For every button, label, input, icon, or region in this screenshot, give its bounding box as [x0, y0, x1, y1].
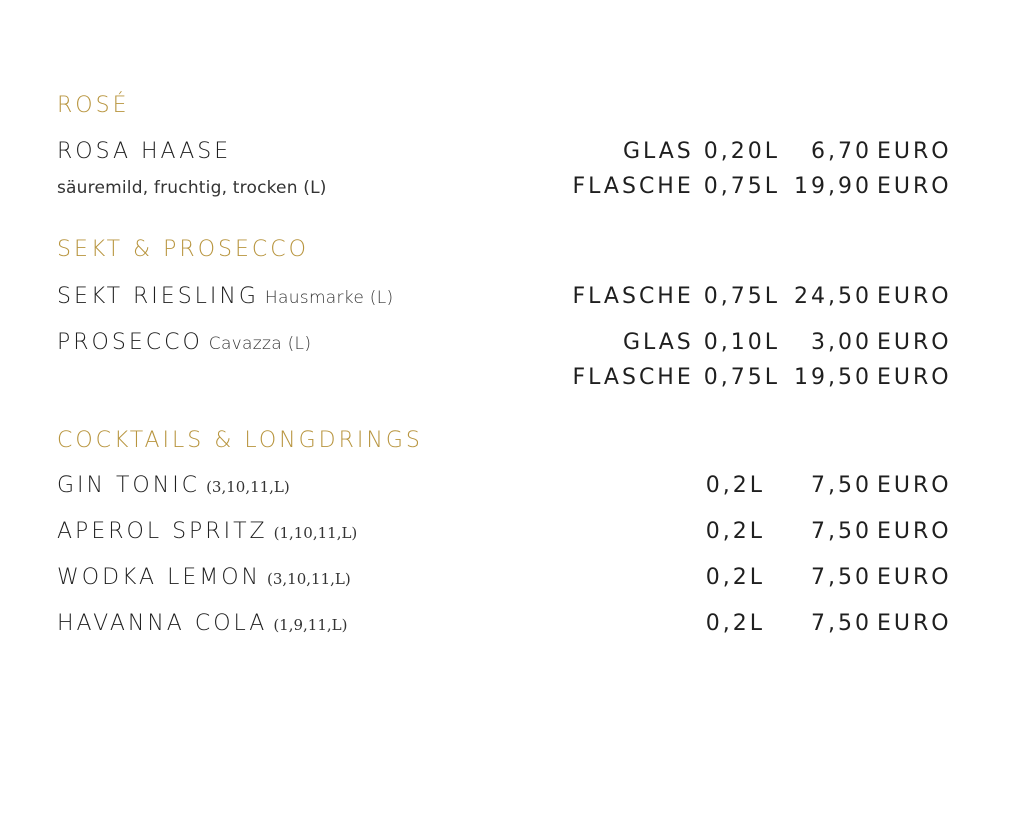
- item-sub: Hausmarke (L): [264, 288, 394, 308]
- item-sekt-riesling: [57, 284, 393, 309]
- section-title-cocktails: COCKTAILS & LONGDRINGS: [57, 428, 423, 453]
- price-currency: EURO: [877, 284, 952, 309]
- section-title-rose: ROSÉ: [57, 93, 130, 118]
- price-size: FLASCHE 0,75L: [572, 174, 780, 199]
- item-name: GIN TONIC: [57, 473, 201, 498]
- price-amount: 3,00: [811, 330, 872, 355]
- item-allergens: (1,9,11,L): [273, 616, 348, 634]
- item-allergens: (3,10,11,L): [267, 570, 351, 588]
- price-size: 0,2L: [705, 565, 765, 590]
- price-row: [540, 330, 956, 360]
- price-size: 0,2L: [705, 519, 765, 544]
- price-size: 0,2L: [705, 473, 765, 498]
- price-amount: 7,50: [811, 565, 872, 590]
- price-currency: EURO: [877, 139, 952, 164]
- price-currency: EURO: [877, 473, 952, 498]
- section-title-sekt: SEKT & PROSECCO: [57, 237, 309, 262]
- price-row: [540, 611, 956, 641]
- item-prosecco: [57, 330, 311, 355]
- price-size: GLAS 0,10L: [622, 330, 780, 355]
- price-size: GLAS 0,20L: [622, 139, 780, 164]
- price-size: FLASCHE 0,75L: [572, 365, 780, 390]
- price-amount: 6,70: [811, 139, 872, 164]
- item-name: SEKT RIESLING: [57, 284, 259, 309]
- price-size: FLASCHE 0,75L: [572, 284, 780, 309]
- item-name: WODKA LEMON: [57, 565, 262, 590]
- price-currency: EURO: [877, 365, 952, 390]
- item-sub: Cavazza (L): [208, 334, 312, 354]
- price-currency: EURO: [877, 174, 952, 199]
- item-name: PROSECCO: [57, 330, 203, 355]
- item-name: APEROL SPRITZ: [57, 519, 268, 544]
- price-currency: EURO: [877, 565, 952, 590]
- price-amount: 7,50: [811, 519, 872, 544]
- price-amount: 7,50: [811, 473, 872, 498]
- item-gin-tonic: [57, 473, 290, 498]
- price-row: [540, 519, 956, 549]
- price-amount: 19,50: [794, 365, 872, 390]
- price-amount: 19,90: [794, 174, 872, 199]
- price-currency: EURO: [877, 519, 952, 544]
- item-name: HAVANNA COLA: [57, 611, 268, 636]
- item-allergens: (1,10,11,L): [273, 524, 358, 542]
- price-row: [540, 284, 956, 314]
- price-currency: EURO: [877, 611, 952, 636]
- price-row: [540, 565, 956, 595]
- item-wodka-lemon: [57, 565, 351, 590]
- price-currency: EURO: [877, 330, 952, 355]
- item-desc-rosa-haase: säuremild, fruchtig, trocken (L): [57, 178, 327, 198]
- price-amount: 24,50: [794, 284, 872, 309]
- price-row: [540, 365, 956, 395]
- item-havanna-cola: [57, 611, 347, 636]
- item-name-rosa-haase: ROSA HAASE: [57, 139, 232, 164]
- price-amount: 7,50: [811, 611, 872, 636]
- price-size: 0,2L: [705, 611, 765, 636]
- price-row: [540, 174, 956, 204]
- price-row: [540, 473, 956, 503]
- item-allergens: (3,10,11,L): [206, 478, 290, 496]
- price-row: [540, 139, 956, 169]
- item-aperol-spritz: [57, 519, 357, 544]
